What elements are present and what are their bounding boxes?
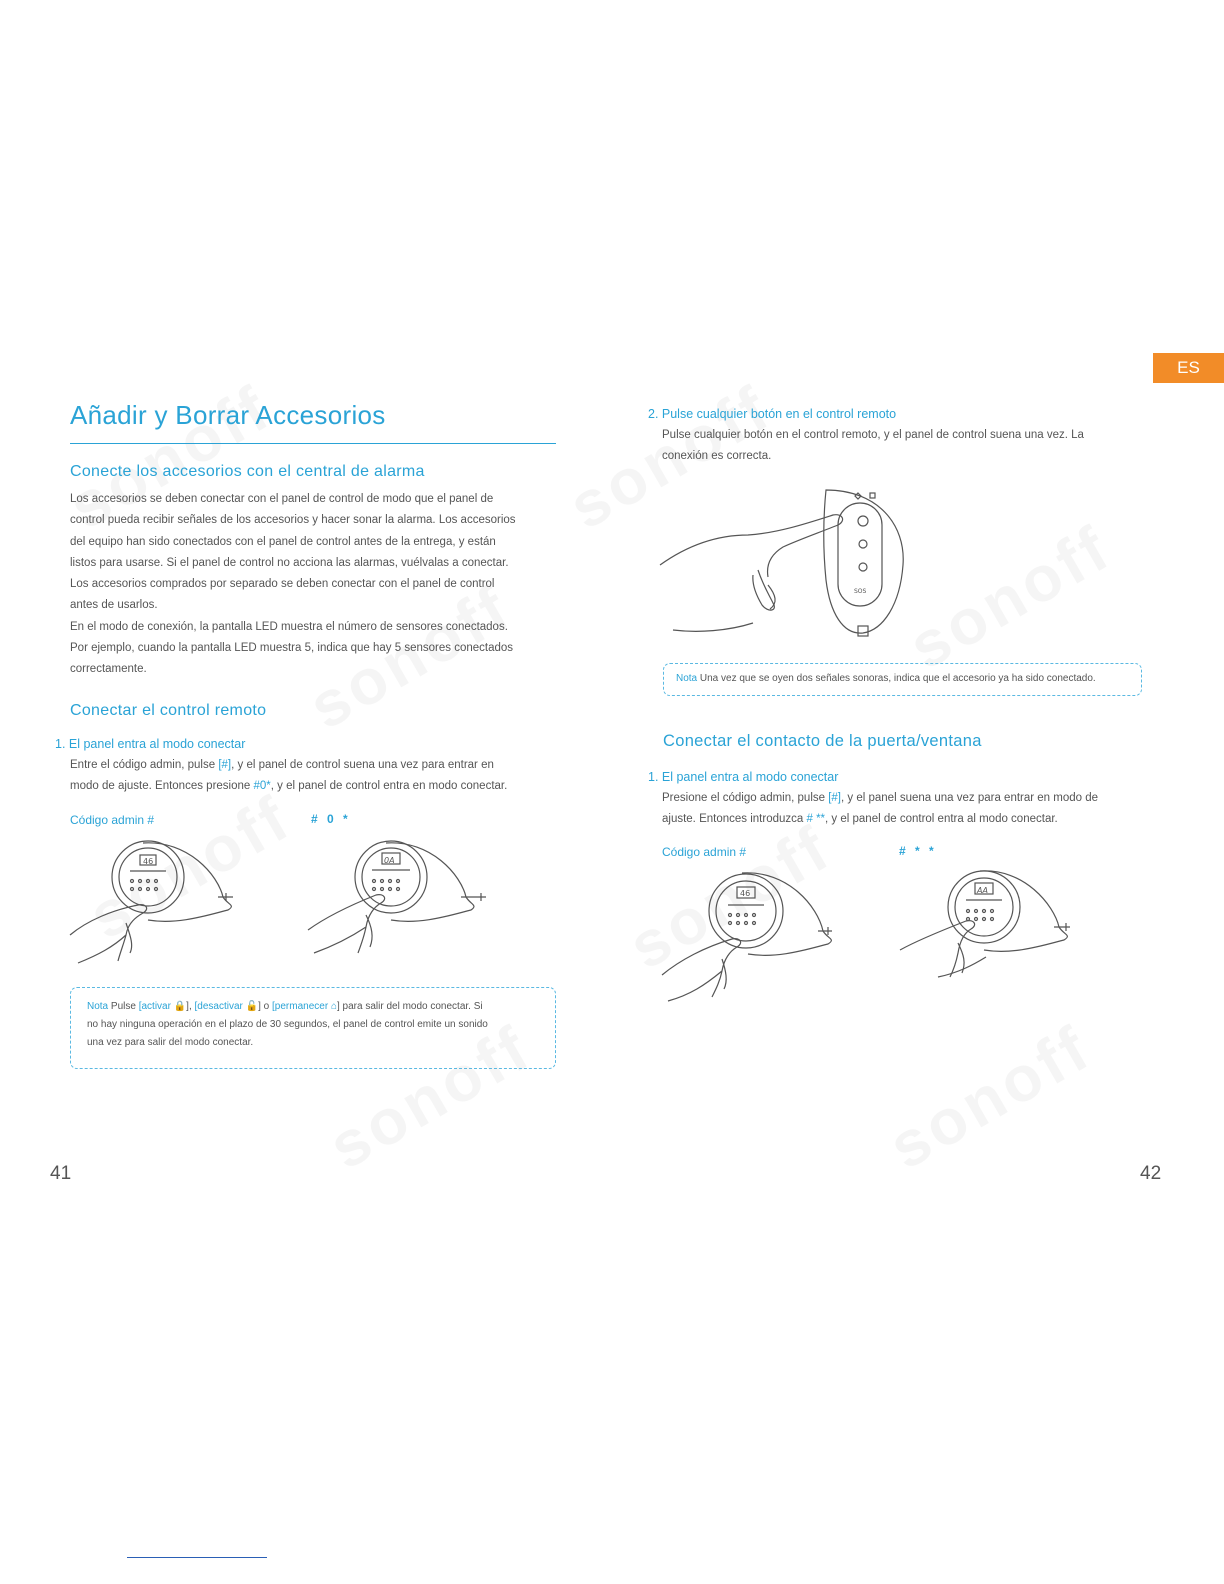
admin-code-label: Código admin # xyxy=(70,813,155,827)
step-title: 1. El panel entra al modo conectar xyxy=(55,737,246,751)
body-line: antes de usarlos. xyxy=(70,599,158,612)
body-line: conexión es correcta. xyxy=(662,450,772,463)
body-line: Entre el código admin, pulse [#], y el panel de control suena una vez para entrar en xyxy=(70,759,494,771)
note-box xyxy=(663,663,1142,696)
body-line: del equipo han sido conectados con el panel de control antes de la entrega, y están xyxy=(70,535,496,548)
body-line: Pulse cualquier botón en el control remoto, y el panel de control suena una vez. La xyxy=(662,429,1084,441)
unlock-icon: 🔓 xyxy=(245,1001,259,1012)
panel-display: AA xyxy=(977,886,988,895)
note-line: una vez para salir del modo conectar. xyxy=(87,1037,254,1048)
section-heading: Conectar el contacto de la puerta/ventana xyxy=(663,732,982,750)
section-heading: Conecte los accesorios con el central de alarma xyxy=(70,463,425,480)
page-number: 41 xyxy=(50,1163,72,1184)
body-line: listos para usarse. Si el panel de control no acciona las alarmas, vuélvalas a conectar. xyxy=(70,556,509,569)
note-line: no hay ninguna operación en el plazo de 30 segundos, el panel de control emite un sonido xyxy=(87,1019,488,1030)
body-line: correctamente. xyxy=(70,663,147,676)
section-body xyxy=(70,489,570,681)
watermark-text xyxy=(876,1010,1103,1184)
key-sequence-label: # * * xyxy=(899,844,937,858)
step-body xyxy=(662,788,1162,831)
note-line: Nota Pulse [activar 🔒], [desactivar 🔓] o [permanecer ⌂] para salir del modo conectar. Si xyxy=(87,1001,483,1012)
panel-display: 46 xyxy=(143,857,154,866)
section-heading: Conectar el control remoto xyxy=(70,702,267,719)
note-label: Nota xyxy=(87,1001,109,1012)
note-box xyxy=(70,987,556,1069)
step-title: 2. Pulse cualquier botón en el control remoto xyxy=(648,407,897,421)
body-line: Por ejemplo, cuando la pantalla LED muestra 5, indica que hay 5 sensores conectados xyxy=(70,642,514,655)
language-tag: ES xyxy=(1153,353,1224,383)
step-title: 1. El panel entra al modo conectar xyxy=(648,770,839,784)
control-panel-illustration xyxy=(660,865,840,1005)
control-panel-illustration xyxy=(68,835,238,970)
sos-button-label: SOS xyxy=(854,588,867,595)
body-line: Presione el código admin, pulse [#], y el panel suena una vez para entrar en modo de xyxy=(662,792,1099,804)
body-line: ajuste. Entonces introduzca # **, y el panel de control entra al modo conectar. xyxy=(662,813,1058,826)
control-panel-illustration xyxy=(306,835,496,970)
panel-display: 46 xyxy=(740,889,751,898)
remote-control-illustration xyxy=(658,485,918,645)
key-sequence-label: # 0 * xyxy=(311,812,351,826)
control-panel-illustration xyxy=(898,865,1078,1005)
body-line: En el modo de conexión, la pantalla LED muestra el número de sensores conectados. xyxy=(70,620,508,633)
lock-icon: 🔒 xyxy=(173,1001,187,1012)
admin-code-label: Código admin # xyxy=(662,845,747,859)
body-line: control pueda recibir señales de los accesorios y hacer sonar la alarma. Los accesorios xyxy=(70,514,516,527)
note-text: Una vez que se oyen dos señales sonoras, indica que el accesorio ya ha sido conectado. xyxy=(697,673,1096,684)
body-line: Los accesorios comprados por separado se deben conectar con el panel de control xyxy=(70,578,495,591)
footer-rule xyxy=(127,1557,267,1558)
step-body xyxy=(70,755,570,798)
home-lock-icon: ⌂ xyxy=(330,1001,337,1012)
page-title: Añadir y Borrar Accesorios xyxy=(70,400,386,430)
note-label: Nota xyxy=(676,673,698,684)
title-divider xyxy=(70,443,556,444)
step-body xyxy=(662,425,1162,468)
page-number: 42 xyxy=(1140,1163,1162,1184)
panel-display: 0A xyxy=(384,856,395,865)
body-line: modo de ajuste. Entonces presione #0*, y el panel de control entra en modo conectar. xyxy=(70,780,508,793)
watermark-text xyxy=(896,510,1123,684)
body-line: Los accesorios se deben conectar con el panel de control de modo que el panel de xyxy=(70,493,494,505)
